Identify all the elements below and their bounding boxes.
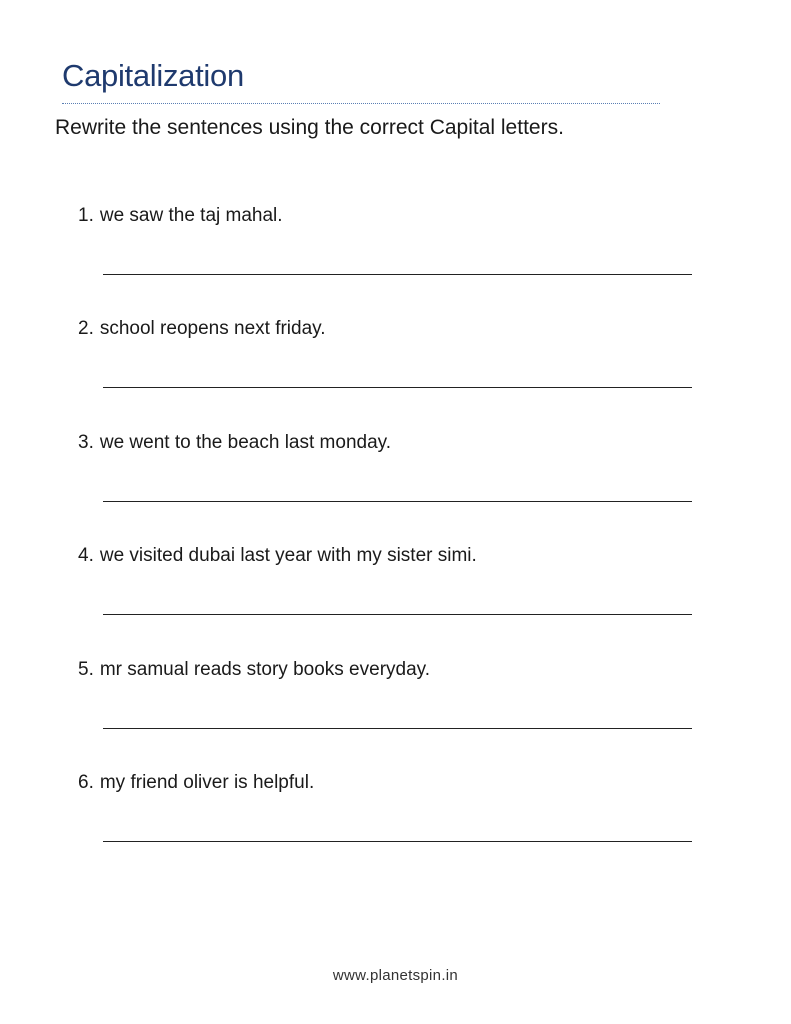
question-text	[78, 545, 477, 567]
answer-line[interactable]	[103, 841, 692, 842]
question-text	[78, 318, 326, 340]
instruction-text: Rewrite the sentences using the correct Capital letters.	[55, 116, 564, 139]
question-text	[78, 772, 314, 794]
question-text	[78, 659, 430, 681]
page-title: Capitalization	[62, 58, 244, 93]
question-item-5	[78, 659, 718, 759]
question-text	[78, 432, 391, 454]
question-sentence: we saw the taj mahal.	[99, 205, 283, 226]
question-sentence: school reopens next friday.	[99, 318, 326, 339]
question-number: 1.	[78, 205, 94, 226]
question-sentence: mr samual reads story books everyday.	[99, 659, 431, 680]
answer-line[interactable]	[103, 728, 692, 729]
question-sentence: my friend oliver is helpful.	[99, 772, 315, 793]
question-number: 5.	[78, 659, 94, 680]
question-item-4	[78, 545, 718, 645]
question-item-6	[78, 772, 718, 872]
question-number: 2.	[78, 318, 94, 339]
question-item-3	[78, 432, 718, 532]
answer-line[interactable]	[103, 614, 692, 615]
footer-url: www.planetspin.in	[332, 967, 459, 984]
answer-line[interactable]	[103, 501, 692, 502]
answer-line[interactable]	[103, 274, 692, 275]
question-item-2	[78, 318, 718, 418]
question-item-1	[78, 205, 718, 305]
question-text	[78, 205, 283, 227]
question-number: 6.	[78, 772, 94, 793]
question-number: 4.	[78, 545, 94, 566]
question-number: 3.	[78, 432, 94, 453]
question-sentence: we went to the beach last monday.	[99, 432, 392, 453]
answer-line[interactable]	[103, 387, 692, 388]
question-sentence: we visited dubai last year with my sister simi.	[99, 545, 477, 566]
